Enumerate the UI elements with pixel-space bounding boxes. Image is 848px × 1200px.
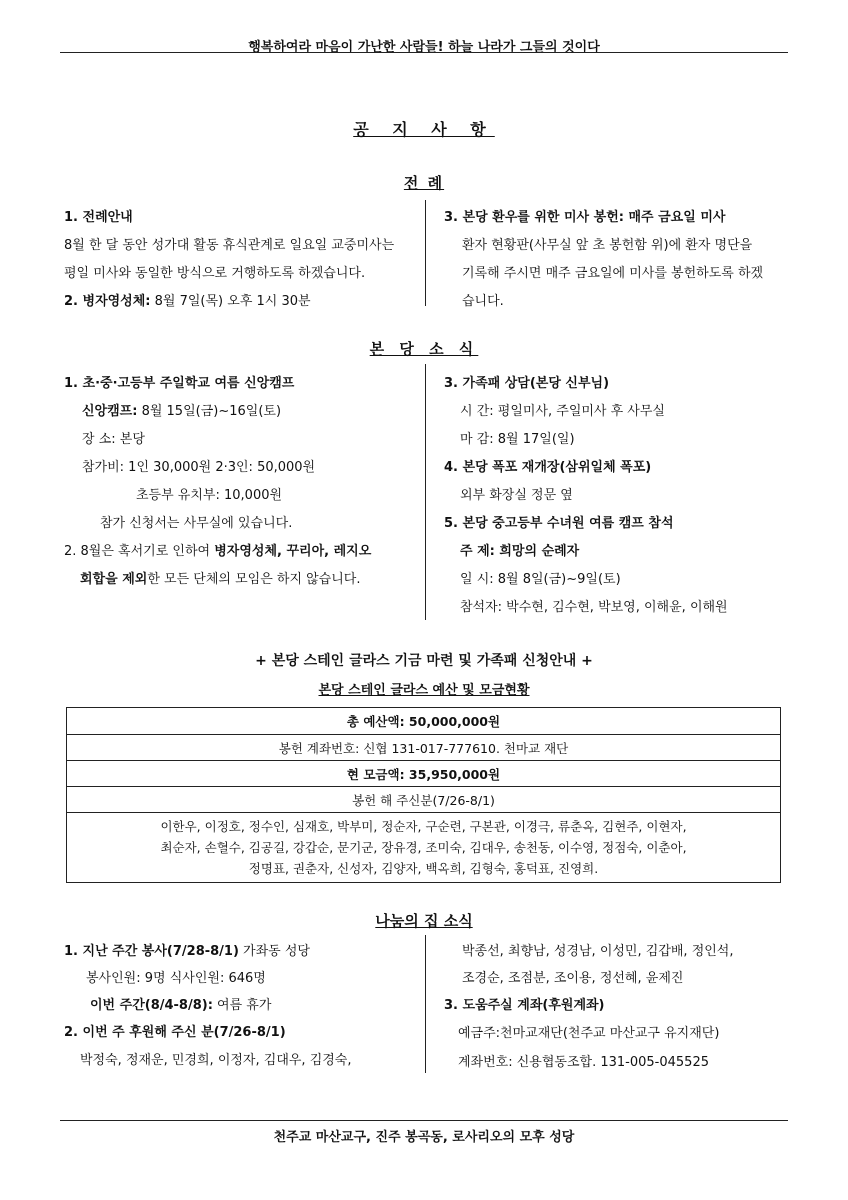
parish-camp-label: 신앙캠프: (82, 404, 138, 419)
fund-donors-line1: 이한우, 이정호, 정수인, 심재호, 박부미, 정순자, 구순련, 구본관, 이경극, 류춘옥, 김현주, 이현자, (160, 819, 687, 834)
parish-place: 장 소: 본당 (82, 432, 145, 447)
fund-subtitle: 본당 스테인 글라스 예산 및 모금현황 (318, 683, 530, 698)
parish-item4-loc: 외부 화장실 정문 옆 (460, 488, 573, 503)
parish-theme-value: 희망의 순례자 (494, 544, 580, 559)
footer: 천주교 마산교구, 진주 봉곡동, 로사리오의 모후 성당 (273, 1130, 575, 1145)
parish-item2-bold2: 회합을 제외 (80, 572, 148, 587)
parish-theme (460, 540, 579, 559)
sharing-next-value: 여름 휴가 (212, 998, 272, 1013)
sharing-next-label: 이번 주간(8/4-8/8): (90, 998, 213, 1013)
parish-item2-line2 (80, 568, 361, 587)
parish-camp-value: 8월 15일(금)~16일(토) (137, 404, 282, 419)
liturgy-item1-title: 1. 전례안내 (64, 210, 133, 225)
sharing-item2-title: 2. 이번 주 후원해 주신 분(7/26-8/1) (64, 1025, 286, 1040)
liturgy-item1-line1: 8월 한 달 동안 성가대 활동 휴식관계로 일요일 교중미사는 (64, 238, 395, 253)
sharing-volunteers: 봉사인원: 9명 식사인원: 646명 (86, 971, 266, 986)
fund-account: 봉헌 계좌번호: 신협 131-017-777610. 천마교 재단 (67, 735, 781, 761)
sharing-item3-title: 3. 도움주실 계좌(후원계좌) (444, 998, 605, 1013)
parish-item5-title: 5. 본당 중고등부 수녀원 여름 캠프 참석 (444, 516, 674, 531)
parish-time: 시 간: 평일미사, 주일미사 후 사무실 (460, 404, 665, 419)
sharing-donors2: 박종선, 최향남, 성경남, 이성민, 김갑배, 정인석, (462, 944, 734, 959)
liturgy-item3-line1: 환자 현황판(사무실 앞 초 봉헌함 위)에 환자 명단을 (462, 238, 753, 253)
liturgy-item2 (64, 290, 311, 309)
sharing-title: 나눔의 집 소식 (375, 912, 473, 930)
parish-divider (425, 364, 426, 620)
fund-total: 총 예산액: 50,000,000원 (67, 708, 781, 735)
fund-donors-header: 봉헌 해 주신분(7/26-8/1) (67, 787, 781, 813)
liturgy-title: 전 례 (403, 174, 445, 192)
parish-item2-line1 (64, 540, 371, 559)
parish-item2-pre: 2. 8월은 혹서기로 인하여 (64, 544, 215, 559)
fund-donors (67, 813, 781, 883)
sharing-divider (425, 935, 426, 1073)
parish-date: 일 시: 8월 8일(금)~9일(토) (460, 572, 621, 587)
header-motto: 행복하여라 마음이 가난한 사람들! 하늘 나라가 그들의 것이다 (248, 40, 600, 55)
parish-item1-title: 1. 초·중·고등부 주일학교 여름 신앙캠프 (64, 376, 295, 391)
fund-current: 현 모금액: 35,950,000원 (67, 761, 781, 787)
sharing-donors3: 조경순, 조점분, 조이용, 정선혜, 윤제진 (462, 971, 684, 986)
sharing-item1-value: 가좌동 성당 (238, 944, 310, 959)
parish-apply: 참가 신청서는 사무실에 있습니다. (100, 516, 293, 531)
parish-item2-bold: 병자영성체, 꾸리아, 레지오 (214, 544, 372, 559)
parish-item2-rest: 한 모든 단체의 모임은 하지 않습니다. (147, 572, 361, 587)
notice-title: 공 지 사 항 (353, 120, 495, 139)
parish-fee2: 초등부 유치부: 10,000원 (136, 488, 283, 503)
parish-deadline: 마 감: 8월 17일(일) (460, 432, 575, 447)
liturgy-item3-title: 3. 본당 환우를 위한 미사 봉헌: 매주 금요일 미사 (444, 210, 726, 225)
sharing-item1 (64, 940, 310, 959)
parish-camp (82, 400, 281, 419)
header-rule (60, 52, 788, 53)
fund-title: + 본당 스테인 글라스 기금 마련 및 가족패 신청안내 + (255, 653, 593, 669)
parish-fee1: 참가비: 1인 30,000원 2·3인: 50,000원 (82, 460, 316, 475)
liturgy-item2-label: 2. 병자영성체: (64, 294, 151, 309)
liturgy-item3-line2: 기록해 주시면 매주 금요일에 미사를 봉헌하도록 하겠 (462, 266, 764, 281)
liturgy-item1-line2: 평일 미사와 동일한 방식으로 거행하도록 하겠습니다. (64, 266, 366, 281)
parish-theme-label: 주 제: (460, 544, 495, 559)
liturgy-divider (425, 200, 426, 306)
parish-item4-title: 4. 본당 폭포 재개장(삼위일체 폭포) (444, 460, 652, 475)
liturgy-item3-line3: 습니다. (462, 294, 504, 309)
sharing-account: 계좌번호: 신용협동조합. 131-005-045525 (458, 1055, 709, 1070)
sharing-item1-label: 1. 지난 주간 봉사(7/28-8/1) (64, 944, 239, 959)
parish-title: 본 당 소 식 (369, 340, 479, 358)
fund-donors-line3: 정명표, 권춘자, 신성자, 김양자, 백옥희, 김형숙, 홍덕표, 진영희. (248, 861, 599, 876)
fund-donors-line2: 최순자, 손혈수, 김공길, 강갑순, 문기군, 장유경, 조미숙, 김대우, 송천동, 이수영, 정점숙, 이춘아, (160, 840, 687, 855)
fund-table (66, 707, 781, 883)
liturgy-item2-value: 8월 7일(목) 오후 1시 30분 (150, 294, 311, 309)
parish-item3-title: 3. 가족패 상담(본당 신부님) (444, 376, 610, 391)
footer-rule (60, 1120, 788, 1121)
sharing-donors1: 박정숙, 정재운, 민경희, 이정자, 김대우, 김경숙, (80, 1053, 352, 1068)
sharing-next (90, 994, 271, 1013)
parish-attendees: 참석자: 박수현, 김수현, 박보영, 이해윤, 이해원 (460, 600, 728, 615)
sharing-holder: 예금주:천마교재단(천주교 마산교구 유지재단) (458, 1026, 720, 1041)
